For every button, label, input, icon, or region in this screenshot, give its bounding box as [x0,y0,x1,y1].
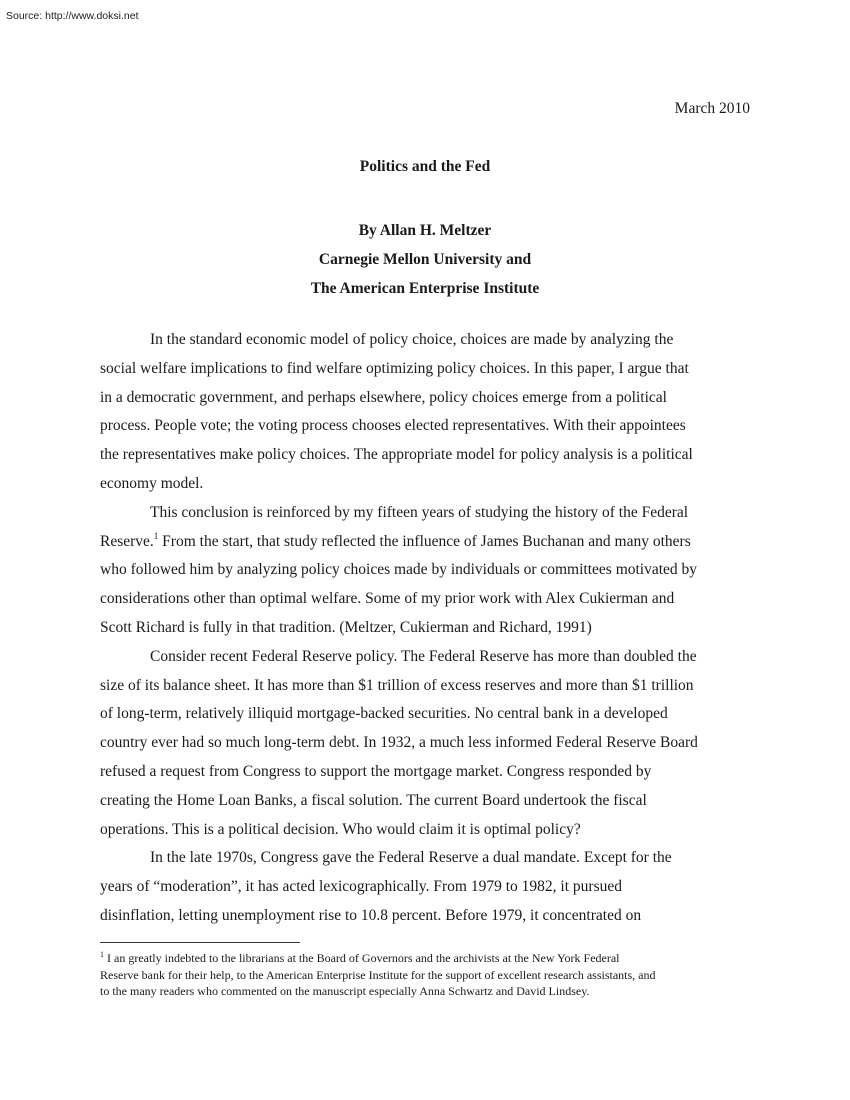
body-text [100,326,750,931]
footnote-line: Reserve bank for their help, to the American Enterprise Institute for the support of excellent research assistants, and [100,967,656,982]
footnote-line: to the many readers who commented on the manuscript especially Anna Schwartz and David Lindsey. [100,984,590,998]
text-line: operations. This is a political decision. Who would claim it is optimal policy? [100,820,581,838]
footnote-reference[interactable]: 1 [153,530,159,541]
author-affiliation: The American Enterprise Institute [310,280,540,297]
text-fragment: I an greatly indebted to the librarians at the Board of Governors and the archivists at the New York Federal [104,951,620,965]
document-date: March 2010 [674,100,750,117]
author-block [0,216,850,303]
author-byline: By Allan H. Meltzer [358,222,492,239]
text-line: refused a request from Congress to support the mortgage market. Congress responded by [100,762,652,780]
text-line: creating the Home Loan Banks, a fiscal solution. The current Board undertook the fiscal [100,791,647,809]
text-line: social welfare implications to find welfare optimizing policy choices. In this paper, I argue that [100,359,689,377]
text-line: This conclusion is reinforced by my fifteen years of studying the history of the Federal [150,503,689,521]
text-line: In the standard economic model of policy choice, choices are made by analyzing the [150,331,674,348]
footnote-line [100,950,760,967]
text-line: of long-term, relatively illiquid mortgage-backed securities. No central bank in a developed [100,705,668,723]
text-line: considerations other than optimal welfare. Some of my prior work with Alex Cukierman and [100,590,675,608]
text-line: disinflation, letting unemployment rise to 10.8 percent. Before 1979, it concentrated on [100,906,642,924]
footnote-mark: 1 [100,950,104,959]
text-fragment: From the start, that study reflected the influence of James Buchanan and many others [158,532,691,550]
text-line: the representatives make policy choices. The appropriate model for policy analysis is a political [100,446,693,464]
text-line: Scott Richard is fully in that tradition. (Meltzer, Cukierman and Richard, 1991) [100,618,592,636]
text-line [100,528,750,557]
text-line: country ever had so much long-term debt. In 1932, a much less informed Federal Reserve Board [100,734,698,752]
author-affiliation: Carnegie Mellon University and [318,251,532,268]
text-line: size of its balance sheet. It has more than $1 trillion of excess reserves and more than $1 trillion [100,676,694,694]
text-line: years of “moderation”, it has acted lexicographically. From 1979 to 1982, it pursued [100,878,622,896]
text-line: who followed him by analyzing policy choices made by individuals or committees motivated by [100,561,698,579]
text-line: Consider recent Federal Reserve policy. The Federal Reserve has more than doubled the [150,647,697,665]
text-line: in a democratic government, and perhaps elsewhere, policy choices emerge from a political [100,388,667,406]
text-line: economy model. [100,474,204,492]
document-title: Politics and the Fed [359,158,491,175]
text-line: In the late 1970s, Congress gave the Federal Reserve a dual mandate. Except for the [150,849,672,867]
text-fragment: Reserve. [100,532,154,550]
text-line: process. People vote; the voting process chooses elected representatives. With their appointees [100,417,686,435]
source-label: Source: http://www.doksi.net [6,10,139,22]
footnote-divider [100,942,300,943]
footnote [100,950,760,1000]
